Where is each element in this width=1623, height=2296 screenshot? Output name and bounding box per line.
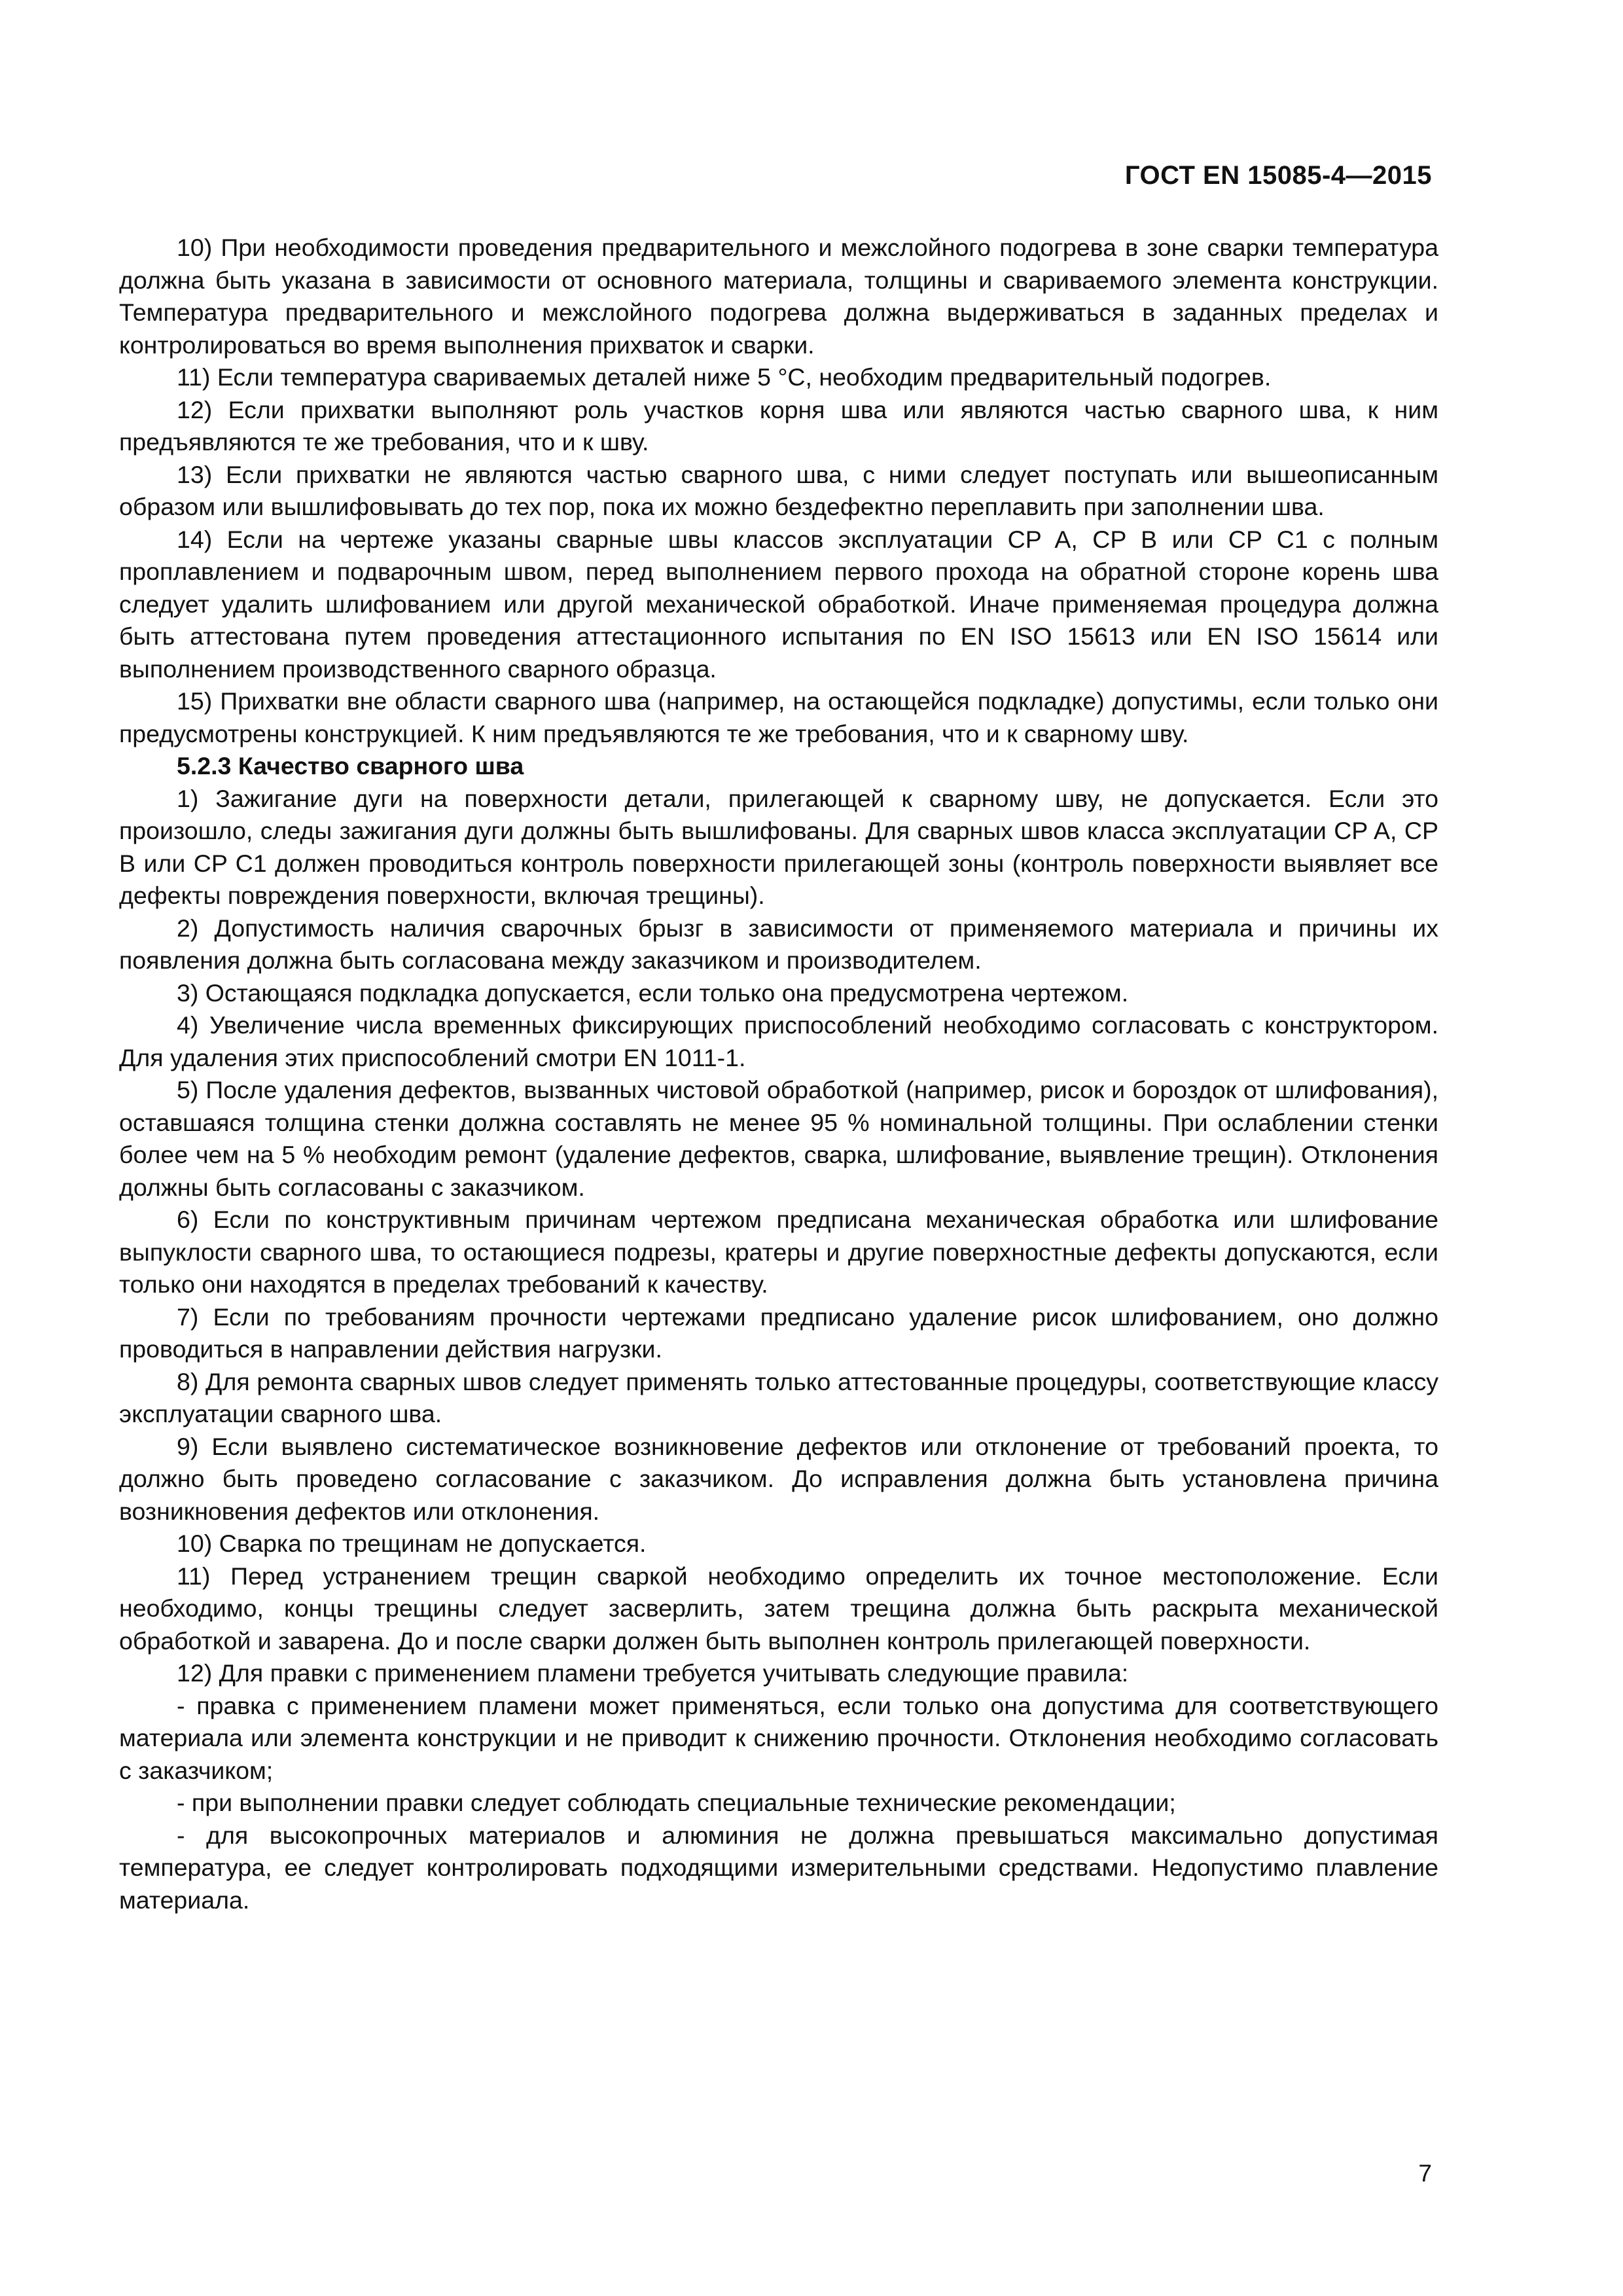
- paragraph: 1) Зажигание дуги на поверхности детали, прилегающей к сварному шву, не допускается. Если это произошло, следы зажигания дуги должны быть вышлифованы. Для сварных швов класса эксплуатации CP A, CP B или CP C1 должен проводиться контроль поверхности прилегающей зоны (контроль поверхности выявляет все дефекты повреждения поверхности, включая трещины).: [119, 784, 1438, 909]
- list-item: - при выполнении правки следует соблюдать специальные технические рекомендации;: [177, 1789, 1176, 1816]
- paragraph: 13) Если прихватки не являются частью сварного шва, с ними следует поступать или вышеописанным образом или вышлифовывать до тех пор, пока их можно бездефектно переплавить при заполнении шва.: [119, 460, 1438, 520]
- document-body: [119, 232, 1438, 1916]
- paragraph: 7) Если по требованиям прочности чертежами предписано удаление рисок шлифованием, оно должно проводиться в направлении действия нагрузки.: [119, 1302, 1438, 1363]
- paragraph: 4) Увеличение числа временных фиксирующих приспособлений необходимо согласовать с конструктором. Для удаления этих приспособлений смотри EN 1011-1.: [119, 1011, 1438, 1071]
- paragraph: 12) Для правки с применением пламени требуется учитывать следующие правила:: [177, 1659, 1129, 1687]
- list-item: - правка с применением пламени может применяться, если только она допустима для соответствующего материала или элемента конструкции и не приводит к снижению прочности. Отклонения необходимо согласовать с заказчиком;: [119, 1691, 1438, 1784]
- page-number: 7: [1418, 2160, 1432, 2187]
- paragraph: 11) Перед устранением трещин сваркой необходимо определить их точное местоположение. Если необходимо, концы трещины следует засверлить, затем трещина должна быть раскрыта механической обработкой и заварена. До и после сварки должен быть выполнен контроль прилегающей поверхности.: [119, 1562, 1438, 1655]
- document-header: ГОСТ EN 15085-4—2015: [1124, 161, 1432, 190]
- paragraph: 3) Остающаяся подкладка допускается, если только она предусмотрена чертежом.: [177, 978, 1129, 1007]
- paragraph: 5) После удаления дефектов, вызванных чистовой обработкой (например, рисок и бороздок от шлифования), оставшаяся толщина стенки должна составлять не менее 95 % номинальной толщины. При ослаблении стенки более чем на 5 % необходим ремонт (удаление дефектов, сварка, шлифование, выявление трещин). Отклонения должны быть согласованы с заказчиком.: [119, 1076, 1438, 1201]
- section-heading: 5.2.3 Качество сварного шва: [177, 752, 524, 780]
- paragraph: 10) Сварка по трещинам не допускается.: [177, 1530, 647, 1557]
- paragraph: 15) Прихватки вне области сварного шва (например, на остающейся подкладке) допустимы, если только они предусмотрены конструкцией. К ним предъявляются те же требования, что и к сварному шву.: [119, 687, 1438, 747]
- list-item: - для высокопрочных материалов и алюминия не должна превышаться максимально допустимая температура, ее следует контролировать подходящими измерительными средствами. Недопустимо плавление материала.: [119, 1821, 1438, 1914]
- paragraph: 10) При необходимости проведения предварительного и межслойного подогрева в зоне сварки температура должна быть указана в зависимости от основного материала, толщины и свариваемого элемента конструкции. Температура предварительного и межслойного подогрева должна выдерживаться в заданных пределах и контролироваться во время выполнения прихваток и сварки.: [119, 234, 1438, 359]
- paragraph: 2) Допустимость наличия сварочных брызг в зависимости от применяемого материала и причины их появления должна быть согласована между заказчиком и производителем.: [119, 914, 1438, 974]
- paragraph: 14) Если на чертеже указаны сварные швы классов эксплуатации CP A, CP B или CP C1 с полным проплавлением и подварочным швом, перед выполнением первого прохода на обратной стороне корень шва следует удалить шлифованием или другой механической обработкой. Иначе применяемая процедура должна быть аттестована путем проведения аттестационного испытания по EN ISO 15613 или EN ISO 15614 или выполнением производственного сварного образца.: [119, 525, 1438, 683]
- paragraph: 12) Если прихватки выполняют роль участков корня шва или являются частью сварного шва, к ним предъявляются те же требования, что и к шву.: [119, 395, 1438, 456]
- paragraph: 8) Для ремонта сварных швов следует применять только аттестованные процедуры, соответствующие классу эксплуатации сварного шва.: [119, 1367, 1438, 1427]
- paragraph: 11) Если температура свариваемых деталей ниже 5 °C, необходим предварительный подогрев.: [177, 363, 1272, 391]
- paragraph: 9) Если выявлено систематическое возникновение дефектов или отклонение от требований проекта, то должно быть проведено согласование с заказчиком. До исправления должна быть установлена причина возникновения дефектов или отклонения.: [119, 1432, 1438, 1525]
- paragraph: 6) Если по конструктивным причинам чертежом предписана механическая обработка или шлифование выпуклости сварного шва, то остающиеся подрезы, кратеры и другие поверхностные дефекты допускаются, если только они находятся в пределах требований к качеству.: [119, 1206, 1438, 1298]
